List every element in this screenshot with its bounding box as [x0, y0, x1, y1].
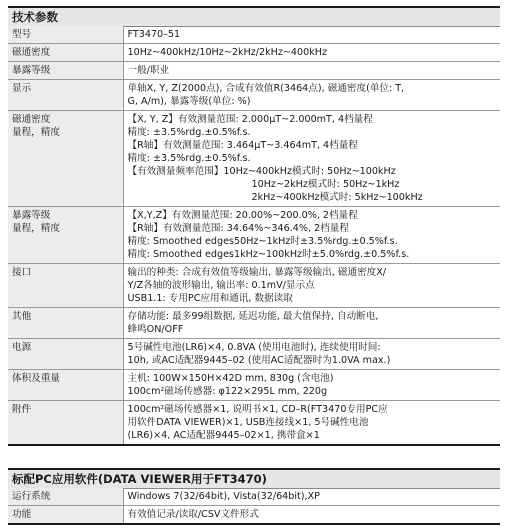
- row-value: 5号碱性电池(LR6)×4, 0.8VA (使用电池时), 连续使用时间: 10h, 或AC适配器9445–02 (使用AC适配器时为1.0VA max.): [123, 339, 500, 370]
- section-title-software: 标配PC应用软件(DATA VIEWER用于FT3470): [8, 468, 500, 489]
- row-value: Windows 7(32/64bit), Vista(32/64bit),XP: [123, 488, 500, 506]
- software-table: [8, 488, 500, 525]
- spec-table: [8, 26, 500, 446]
- row-label: 其他: [8, 308, 123, 339]
- row-label: 暴露等级 量程，精度: [8, 207, 123, 264]
- table-row: [8, 308, 500, 339]
- row-label: 暴露等级: [8, 62, 123, 80]
- row-value: 【X,Y,Z】有效测量范围: 20.00%~200.0%, 2档量程 【R轴】有效测量范围: 34.64%~346.4%, 2档量程 精度: Smoothed edges50Hz~1kHz时±3.5%rdg.±0.5%f.s. 精度: Smoothed edges1kHz~100kHz时±5.0%rdg.±0.5%f.s.: [123, 207, 500, 264]
- row-value: 【X, Y, Z】有效测量范围: 2.000μT~2.000mT, 4档量程 精度: ±3.5%rdg.±0.5%f.s. 【R轴】有效测量范围: 3.464μT~3.464mT, 4档量程 精度: ±3.5%rdg.±0.5%f.s. 【有效测量频率范围】10Hz~400kHz模式时: 50Hz~100kHz 10Hz~2kHz模式时: 50Hz~1kHz 2kHz~400kHz模式时: 5kHz~100kHz: [123, 111, 500, 207]
- table-row: [8, 44, 500, 62]
- table-row: [8, 339, 500, 370]
- row-value: 10Hz~400kHz/10Hz~2kHz/2kHz~400kHz: [123, 44, 500, 62]
- table-row: [8, 62, 500, 80]
- row-label: 附件: [8, 401, 123, 446]
- row-value: 输出的种类: 合成有效值等级输出, 暴露等级输出, 磁通密度X/ Y/Z各轴的波形输出, 输出率: 0.1mV/显示点 USB1.1: 专用PC应用和通讯, 数据读取: [123, 264, 500, 308]
- table-row: [8, 488, 500, 506]
- row-value: 有效值记录/读取/CSV文件形式: [123, 506, 500, 525]
- row-label: 功能: [8, 506, 123, 525]
- row-label: 体积及重量: [8, 370, 123, 401]
- row-label: 磁通密度 量程，精度: [8, 111, 123, 207]
- row-label: 运行系统: [8, 488, 123, 506]
- table-row: [8, 401, 500, 446]
- row-value: 单轴X, Y, Z(2000点), 合成有效值R(3464点), 磁通密度(单位: T, G, A/m), 暴露等级(单位: %): [123, 80, 500, 111]
- row-label: 显示: [8, 80, 123, 111]
- row-label: 型号: [8, 26, 123, 44]
- table-row: [8, 264, 500, 308]
- table-row: [8, 506, 500, 525]
- row-value: 存储功能: 最多99组数据, 延迟功能, 最大值保持, 自动断电, 蜂鸣ON/OFF: [123, 308, 500, 339]
- row-value: FT3470–51: [123, 26, 500, 44]
- row-value: 100cm²磁场传感器×1, 说明书×1, CD–R(FT3470专用PC应 用软件DATA VIEWER)×1, USB连接线×1, 5号碱性电池 (LR6)×4, AC适配器9445–02×1, 携带盒×1: [123, 401, 500, 446]
- table-row: [8, 370, 500, 401]
- table-row: [8, 207, 500, 264]
- row-label: 接口: [8, 264, 123, 308]
- table-row: [8, 80, 500, 111]
- row-value: 主机: 100W×150H×42D mm, 830g (含电池) 100cm²磁场传感器: φ122×295L mm, 220g: [123, 370, 500, 401]
- section-title-specs: 技术参数: [8, 6, 500, 27]
- row-label: 磁通密度: [8, 44, 123, 62]
- table-row: [8, 26, 500, 44]
- row-label: 电源: [8, 339, 123, 370]
- row-value: 一般/职业: [123, 62, 500, 80]
- table-row: [8, 111, 500, 207]
